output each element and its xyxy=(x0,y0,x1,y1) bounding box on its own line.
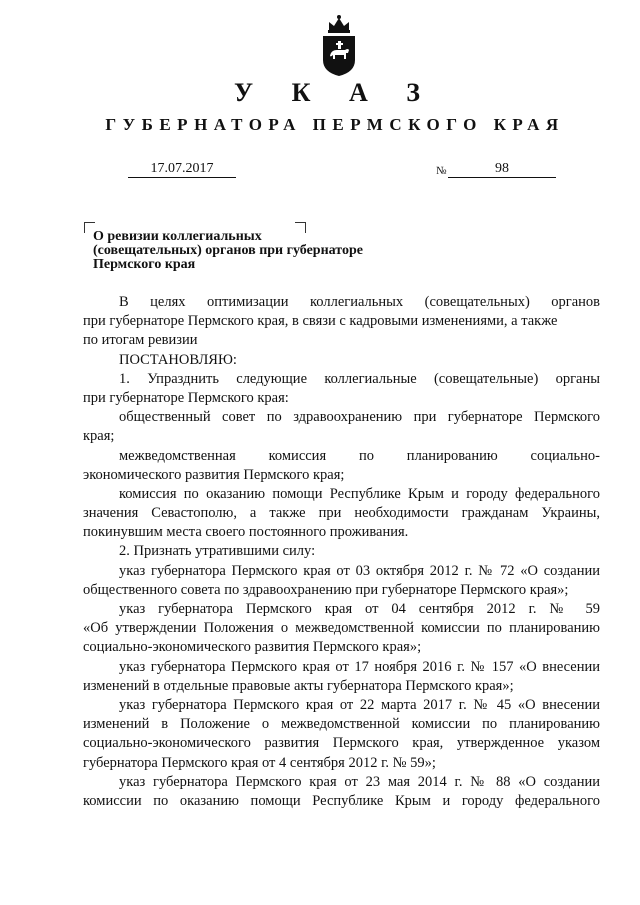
document-number: 98 xyxy=(448,161,556,178)
body-line: указ губернатора Пермского края от 23 мая 2014 г. № 88 «О создании xyxy=(119,773,600,790)
body-line: при губернаторе Пермского края: xyxy=(83,389,289,406)
body-line: 2. Признать утратившими силу: xyxy=(119,543,316,560)
body-line: указ губернатора Пермского края от 03 октября 2012 г. № 72 «О создании xyxy=(119,562,600,579)
body-line: при губернаторе Пермского края, в связи с кадровыми изменениями, а также xyxy=(83,313,558,330)
body-line: межведомственная комиссия по планированию социально- xyxy=(119,447,600,464)
body-line: указ губернатора Пермского края от 04 сентября 2012 г. № 59 xyxy=(119,601,600,617)
body-line: «Об утверждении Положения о межведомственной комиссии по планированию xyxy=(83,620,600,637)
body-line: экономического развития Пермского края; xyxy=(83,466,345,483)
body-line: комиссии по оказанию помощи Республике Крым и городу федерального xyxy=(83,792,600,809)
subject-line: Пермского края xyxy=(93,257,196,272)
coat-of-arms-icon xyxy=(319,12,359,78)
document-body xyxy=(83,293,600,811)
body-line: изменений в отдельные правовые акты губернатора Пермского края»; xyxy=(83,677,514,694)
body-line: комиссия по оказанию помощи Республике Крым и городу федерального xyxy=(119,485,600,502)
body-line: ПОСТАНОВЛЯЮ: xyxy=(119,351,237,368)
body-line: социально-экономического развития Пермского края»; xyxy=(83,639,422,656)
body-line: 1. Упразднить следующие коллегиальные (совещательные) органы xyxy=(119,370,600,387)
document-title: У К А З xyxy=(234,78,436,107)
body-line: общественного совета по здравоохранению при губернаторе Пермского края»; xyxy=(83,581,569,598)
number-sign: № xyxy=(436,165,447,177)
document-date: 17.07.2017 xyxy=(128,161,236,178)
body-line: губернатора Пермского края от 4 сентября 2012 г. № 59»; xyxy=(83,754,436,771)
body-line: изменений в Положение о межведомственной комиссии по планированию xyxy=(83,716,600,733)
subject-line: (совещательных) органов при губернаторе xyxy=(93,243,363,258)
document-subtitle: ГУБЕРНАТОРА ПЕРМСКОГО КРАЯ xyxy=(105,115,565,134)
body-line: социально-экономического развития Пермского края, утвержденное указом xyxy=(83,735,600,752)
body-line: по итогам ревизии xyxy=(83,332,198,349)
body-line: покинувшим места своего постоянного проживания. xyxy=(83,524,409,541)
body-line: значения Севастополю, а также при необходимости гражданам Украины, xyxy=(83,505,600,522)
body-line: указ губернатора Пермского края от 22 марта 2017 г. № 45 «О внесении xyxy=(119,696,600,713)
body-line: края; xyxy=(83,428,115,445)
body-line: В целях оптимизации коллегиальных (совещательных) органов xyxy=(119,294,600,310)
body-line: общественный совет по здравоохранению при губернаторе Пермского xyxy=(119,409,600,426)
subject-line: О ревизии коллегиальных xyxy=(93,229,262,244)
body-line: указ губернатора Пермского края от 17 ноября 2016 г. № 157 «О внесении xyxy=(119,658,600,675)
document-subject xyxy=(93,230,413,272)
